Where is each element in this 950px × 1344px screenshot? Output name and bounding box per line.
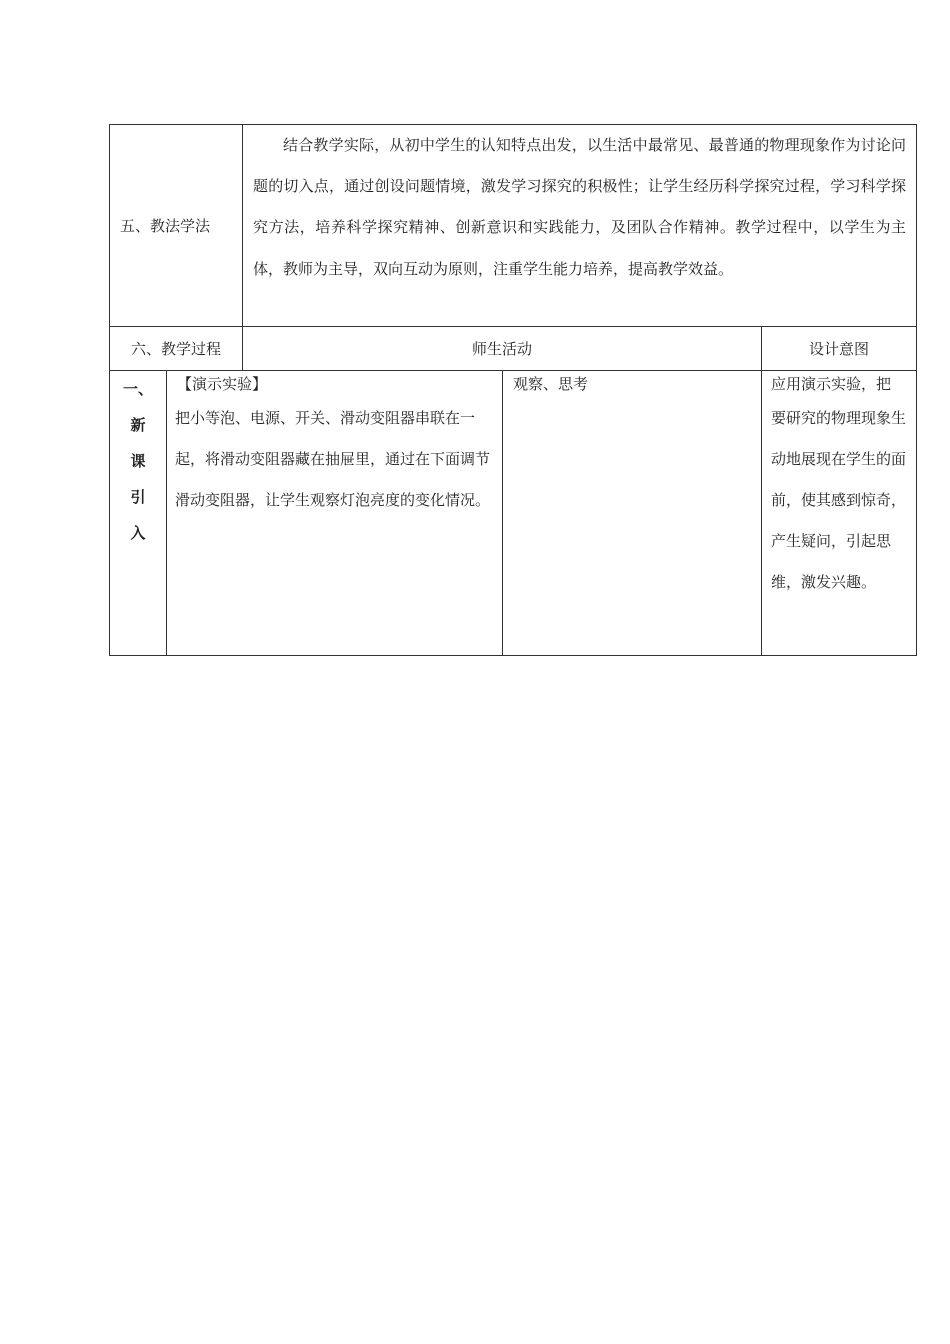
new-lesson-intro-row (110, 371, 917, 656)
teacher-demo-cell (167, 371, 503, 656)
teaching-method-row (110, 125, 917, 327)
intent-column-header: 设计意图 (762, 327, 917, 371)
teaching-method-label: 五、教法学法 (110, 125, 243, 327)
new-lesson-intro-label (110, 371, 167, 656)
demo-experiment-text: 把小等泡、电源、开关、滑动变阻器串联在一起，将滑动变阻器藏在抽屉里，通过在下面调节滑动变阻器，让学生观察灯泡亮度的变化情况。 (175, 409, 491, 509)
design-intent-text: 要研究的物理现象生动地展现在学生的面前，使其感到惊奇，产生疑问，引起思维，激发兴趣。 (771, 409, 907, 591)
lesson-plan-table (109, 124, 917, 656)
intro-label-char: 引 (130, 488, 146, 506)
intro-label-char: 课 (130, 452, 146, 470)
intro-label-char: 入 (130, 524, 146, 542)
design-intent-cell (762, 371, 917, 656)
intro-label-char: 一、 (122, 380, 153, 398)
activity-column-header: 师生活动 (243, 327, 762, 371)
teaching-process-label: 六、教学过程 (110, 327, 243, 371)
demo-experiment-title: 【演示实验】 (177, 375, 268, 393)
teaching-method-text: 结合教学实际，从初中学生的认知特点出发，以生活中最常见、最普通的物理现象作为讨论问题的切入点，通过创设问题情境，激发学习探究的积极性；让学生经历科学探究过程，学习科学探究方法，培养科学探究精神、创新意识和实践能力，及团队合作精神。教学过程中，以学生为主体，教师为主导，双向互动为原则，注重学生能力培养，提高教学效益。 (253, 136, 907, 278)
student-activity-cell: 观察、思考 (503, 371, 762, 656)
intro-label-char: 新 (130, 416, 146, 434)
teaching-method-cell (243, 125, 917, 327)
design-intent-first-line: 应用演示实验，把 (771, 375, 892, 393)
teaching-process-header-row (110, 327, 917, 371)
